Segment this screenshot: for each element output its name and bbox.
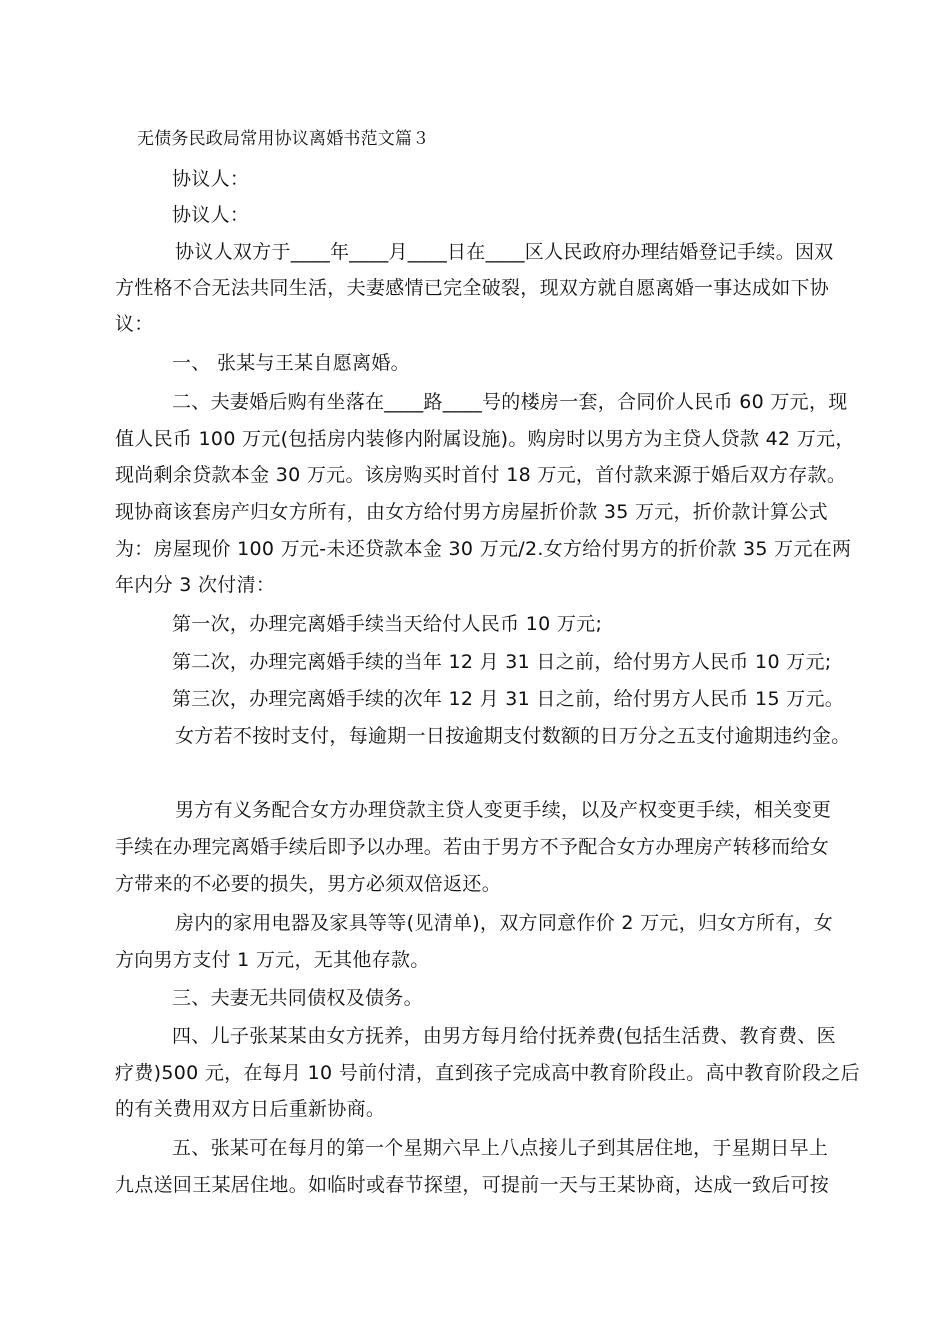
text-line: 男方有义务配合女方办理贷款主贷人变更手续，以及产权变更手续，相关变更 [175, 799, 832, 821]
clause-3: 三、夫妻无共同债权及债务。 [172, 987, 423, 1009]
text-line: 方带来的不必要的损失，男方必须双倍返还。 [115, 873, 502, 895]
document-title: 无债务民政局常用协议离婚书范文篇３ [137, 129, 430, 149]
text-line: 协议人双方于____年____月____日在____区人民政府办理结婚登记手续。因双 [175, 241, 834, 263]
text-line: 议： [115, 313, 154, 335]
text-line: 现协商该套房产归女方所有，由女方给付男方房屋折价款 35 万元，折价款计算公式 [115, 501, 828, 523]
text-line: 现尚剩余贷款本金 30 万元。该房购买时首付 18 万元，首付款来源于婚后双方存款。 [115, 464, 847, 486]
clause-4-line: 四、儿子张某某由女方抚养，由男方每月给付抚养费(包括生活费、教育费、医 [172, 1025, 836, 1047]
clause-2-line: 二、夫妻婚后购有坐落在____路____号的楼房一套，合同价人民币 60 万元，现 [172, 391, 848, 413]
payment-3: 第三次，办理完离婚手续的次年 12 月 31 日之前，给付男方人民币 15 万元。 [172, 688, 845, 710]
payment-2: 第二次，办理完离婚手续的当年 12 月 31 日之前，给付男方人民币 10 万元; [172, 651, 832, 673]
text-line: 年内分 3 次付清： [115, 574, 276, 596]
text-line: 房内的家用电器及家具等等(见清单)，双方同意作价 2 万元，归女方所有，女 [175, 912, 834, 934]
text-line: 的有关费用双方日后重新协商。 [115, 1098, 386, 1120]
party-line-1: 协议人： [172, 168, 250, 190]
text-line: 手续在办理完离婚手续后即予以办理。若由于男方不予配合女方办理房产转移而给女 [115, 836, 830, 858]
penalty-line: 女方若不按时支付，每逾期一日按逾期支付数额的日万分之五支付逾期违约金。 [175, 725, 851, 747]
text-line: 方向男方支付 1 万元，无其他存款。 [115, 949, 430, 971]
payment-1: 第一次，办理完离婚手续当天给付人民币 10 万元; [172, 613, 603, 635]
clause-1: 一、 张某与王某自愿离婚。 [172, 352, 410, 374]
text-line: 九点送回王某居住地。如临时或春节探望，可提前一天与王某协商，达成一致后可按 [115, 1174, 830, 1196]
text-line: 疗费)500 元，在每月 10 号前付清，直到孩子完成高中教育阶段止。高中教育阶段之后 [115, 1062, 860, 1084]
clause-5-line: 五、张某可在每月的第一个星期六早上八点接儿子到其居住地，于星期日早上 [172, 1137, 829, 1159]
text-line: 方性格不合无法共同生活，夫妻感情已完全破裂，现双方就自愿离婚一事达成如下协 [115, 277, 830, 299]
party-line-2: 协议人： [172, 204, 250, 226]
text-line: 值人民币 100 万元(包括房内装修内附属设施)。购房时以男方为主贷人贷款 42 万元， [115, 428, 855, 450]
text-line: 为：房屋现价 100 万元-未还贷款本金 30 万元/2.女方给付男方的折价款 35 万元在两 [115, 538, 852, 560]
